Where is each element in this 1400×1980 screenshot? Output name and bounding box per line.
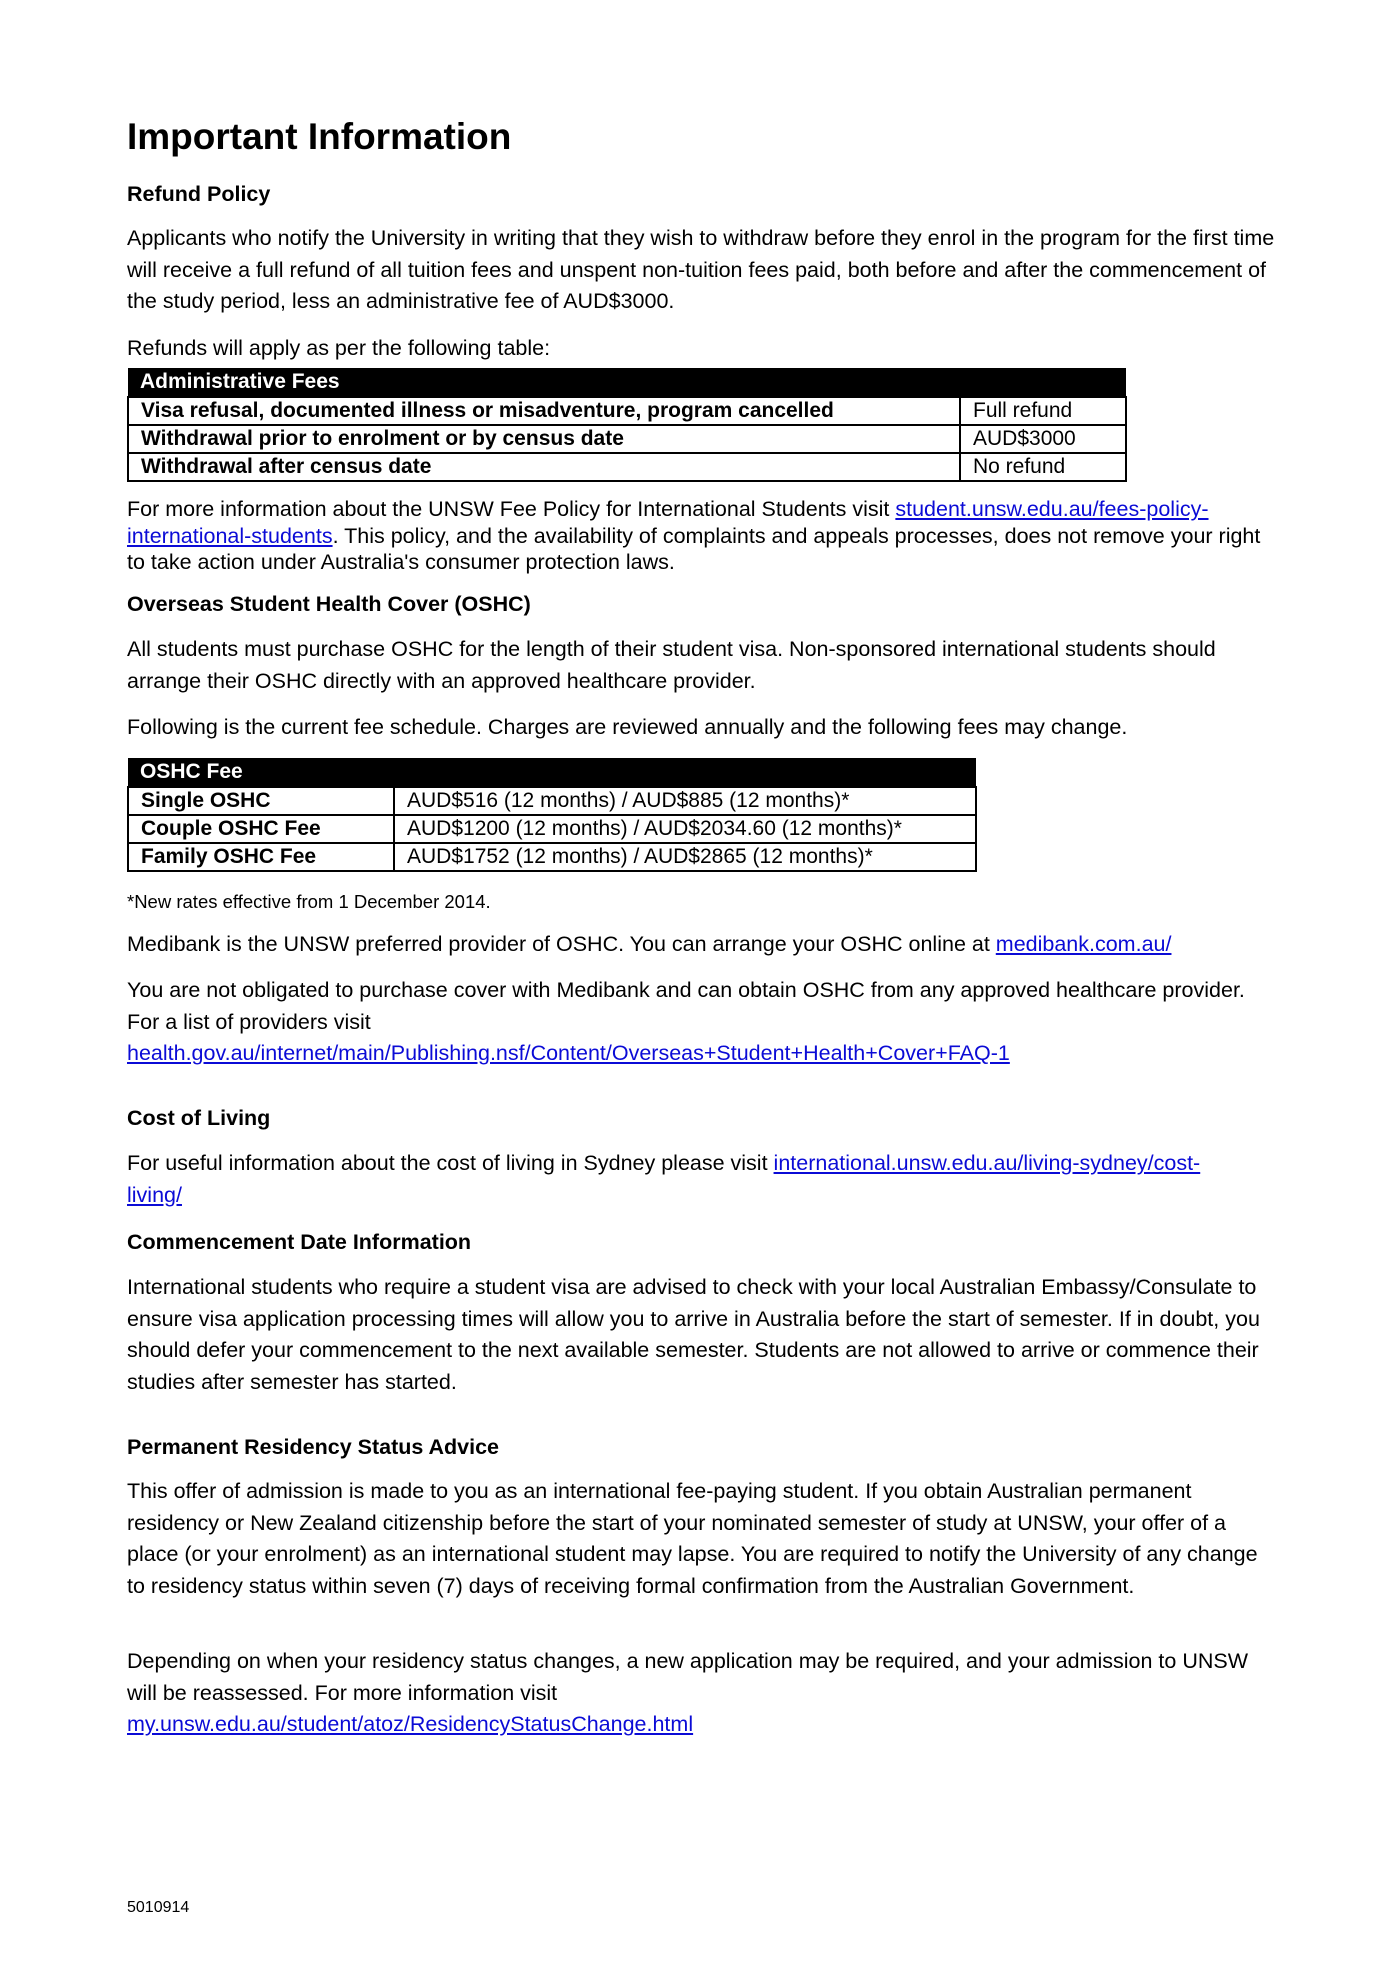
medibank-text: Medibank is the UNSW preferred provider of OSHC. You can arrange your OSHC online at bbox=[127, 932, 996, 956]
table-header: Administrative Fees bbox=[128, 368, 1126, 397]
fee-outcome: Full refund bbox=[960, 397, 1126, 425]
table-row bbox=[128, 453, 1126, 481]
residency-change-paragraph bbox=[127, 1646, 1277, 1741]
residency-change-link[interactable]: my.unsw.edu.au/student/atoz/ResidencyStatusChange.html bbox=[127, 1712, 694, 1736]
fee-policy-paragraph bbox=[127, 496, 1277, 576]
fee-condition: Withdrawal prior to enrolment or by census date bbox=[128, 425, 960, 453]
table-row bbox=[128, 815, 976, 843]
fee-policy-text: For more information about the UNSW Fee Policy for International Students visit bbox=[127, 497, 896, 521]
cover-price: AUD$516 (12 months) / AUD$885 (12 months)* bbox=[394, 787, 976, 815]
table-row bbox=[128, 843, 976, 871]
fee-schedule-intro: Following is the current fee schedule. Charges are reviewed annually and the following fees may change. bbox=[127, 715, 1128, 739]
fee-condition: Visa refusal, documented illness or misadventure, program cancelled bbox=[128, 397, 960, 425]
providers-link[interactable]: health.gov.au/internet/main/Publishing.nsf/Content/Overseas+Student+Health+Cover+FAQ-1 bbox=[127, 1041, 1010, 1065]
cover-price: AUD$1200 (12 months) / AUD$2034.60 (12 months)* bbox=[394, 815, 976, 843]
fee-policy-link[interactable]: student.unsw.edu.au/fees-policy-international-students bbox=[127, 497, 1209, 548]
page-title: Important Information bbox=[127, 116, 512, 157]
table-row bbox=[128, 425, 1126, 453]
fee-outcome: AUD$3000 bbox=[960, 425, 1126, 453]
cover-type: Single OSHC bbox=[128, 787, 394, 815]
medibank-paragraph bbox=[127, 929, 1277, 961]
oshc-fee-table bbox=[127, 758, 977, 872]
residency-paragraph: This offer of admission is made to you as an international fee-paying student. If you obtain Australian permanent residency or New Zealand citizenship before the start of your nominated semester of study at UNSW, your offer of a place (or your enrolment) as an international student may lapse. You are required to notify the University of any change to residency status within seven (7) days of receiving formal confirmation from the Australian Government. bbox=[127, 1479, 1258, 1598]
residency-change-text: Depending on when your residency status changes, a new application may be required, and your admission to UNSW will be reassessed. For more information visit bbox=[127, 1649, 1249, 1705]
cost-of-living-paragraph bbox=[127, 1148, 1207, 1211]
cost-of-living-link[interactable]: international.unsw.edu.au/living-sydney/cost-living/ bbox=[127, 1151, 1201, 1207]
rates-note: *New rates effective from 1 December 2014. bbox=[127, 891, 491, 912]
providers-text: You are not obligated to purchase cover with Medibank and can obtain OSHC from any approved healthcare provider. For a list of providers visit bbox=[127, 978, 1245, 1034]
commencement-paragraph: International students who require a student visa are advised to check with your local Australian Embassy/Consulate to ensure visa application processing times will allow you to arrive in Australia before the start of semester. If in doubt, you should defer your commencement to the next available semester. Students are not allowed to arrive or commence their studies after semester has started. bbox=[127, 1275, 1260, 1394]
administrative-fees-table bbox=[127, 368, 1127, 482]
table-row bbox=[128, 787, 976, 815]
medibank-link[interactable]: medibank.com.au/ bbox=[995, 932, 1172, 956]
table-row bbox=[128, 397, 1126, 425]
cost-of-living-heading: Cost of Living bbox=[127, 1106, 271, 1130]
oshc-paragraph: All students must purchase OSHC for the length of their student visa. Non-sponsored international students should arrange their OSHC directly with an approved healthcare provider. bbox=[127, 637, 1216, 693]
commencement-heading: Commencement Date Information bbox=[127, 1230, 472, 1254]
cover-type: Couple OSHC Fee bbox=[128, 815, 394, 843]
cover-type: Family OSHC Fee bbox=[128, 843, 394, 871]
cover-price: AUD$1752 (12 months) / AUD$2865 (12 months)* bbox=[394, 843, 976, 871]
fee-policy-text-after: . This policy, and the availability of complaints and appeals processes, does not remove your right to take action under Australia's consumer protection laws. bbox=[127, 523, 1261, 574]
oshc-heading: Overseas Student Health Cover (OSHC) bbox=[127, 592, 531, 616]
refund-policy-heading: Refund Policy bbox=[127, 182, 271, 206]
document-code: 5010914 bbox=[127, 1899, 190, 1916]
providers-paragraph bbox=[127, 975, 1277, 1070]
fee-condition: Withdrawal after census date bbox=[128, 453, 960, 481]
table-header: OSHC Fee bbox=[128, 758, 976, 787]
residency-heading: Permanent Residency Status Advice bbox=[127, 1435, 500, 1459]
cost-of-living-text: For useful information about the cost of living in Sydney please visit bbox=[127, 1151, 774, 1175]
refund-table-intro: Refunds will apply as per the following table: bbox=[127, 336, 551, 360]
refund-paragraph: Applicants who notify the University in writing that they wish to withdraw before they enrol in the program for the first time will receive a full refund of all tuition fees and unspent non-tuition fees paid, both before and after the commencement of the study period, less an administrative fee of AUD$3000. bbox=[127, 226, 1275, 313]
fee-outcome: No refund bbox=[960, 453, 1126, 481]
